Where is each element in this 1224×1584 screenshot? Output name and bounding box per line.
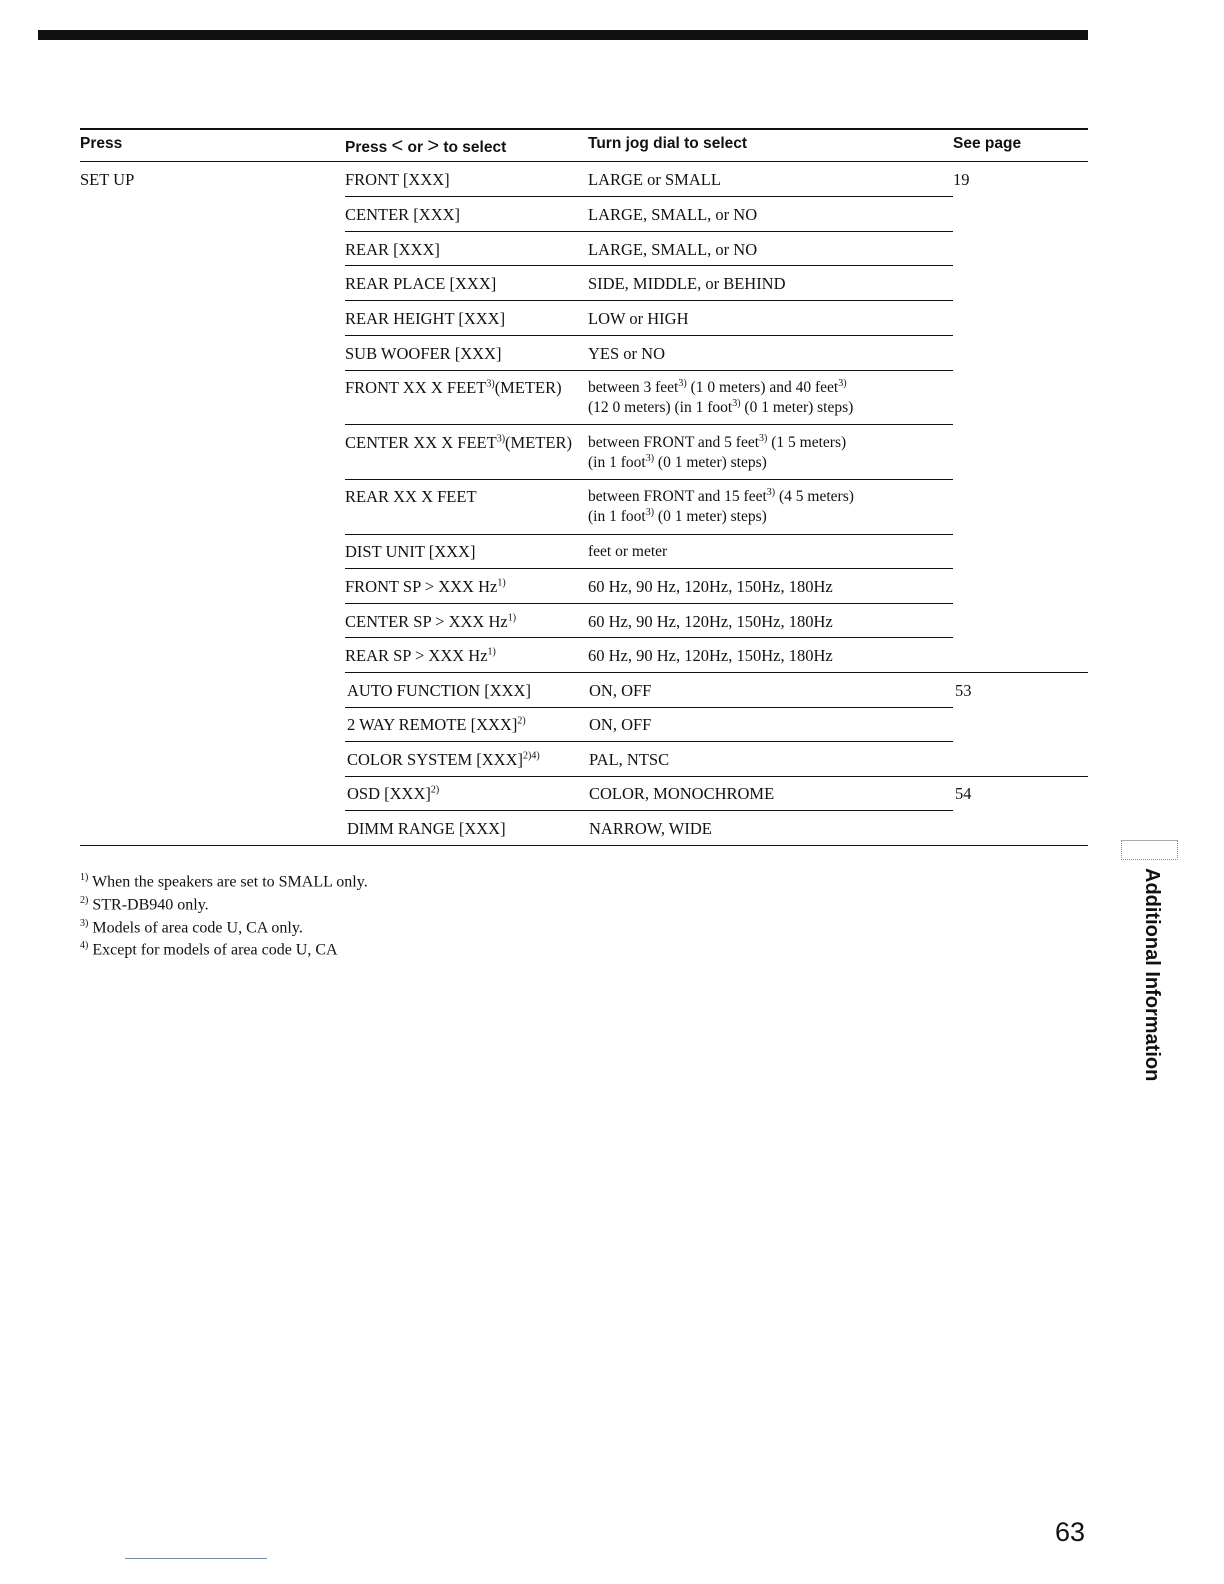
row-divider: [345, 300, 953, 301]
row-divider: [345, 741, 953, 742]
row-divider: [345, 265, 953, 266]
row-jog: LOW or HIGH: [588, 309, 689, 328]
row-divider: [345, 370, 953, 371]
row-jog: PAL, NTSC: [589, 750, 670, 769]
footnote: $^{2)}$ STR-DB940 only.: [80, 895, 209, 914]
row-divider: [345, 534, 953, 535]
row-select: CENTER [XXX]: [345, 205, 461, 224]
row-jog: LARGE, SMALL, or NO: [588, 240, 758, 259]
row-divider: [345, 479, 953, 480]
row-jog: LARGE, SMALL, or NO: [588, 205, 758, 224]
row-select: REAR HEIGHT [XXX]: [345, 309, 506, 328]
row-divider: [345, 196, 953, 197]
table-top-rule: [80, 128, 1088, 130]
footnote: $^{3)}$ Models of area code U, CA only.: [80, 918, 303, 937]
row-divider: [345, 424, 953, 425]
row-divider: [345, 231, 953, 232]
table-bottom-rule: [80, 845, 1088, 846]
row-divider: [345, 637, 953, 638]
row-jog: between FRONT and 15 feet$^{3)}$ (4 5 meters) (in 1 foot$^{3)}$ (0 1 meter) steps): [588, 486, 854, 525]
row-divider: [345, 707, 953, 708]
row-select: FRONT XX X FEET$^{3)}$(METER): [345, 378, 562, 397]
footnote: $^{4)}$ Except for models of area code U, CA: [80, 940, 338, 959]
header-bottom-rule: [80, 161, 1088, 162]
row-select: CENTER XX X FEET$^{3)}$(METER): [345, 433, 572, 452]
side-tab-marker: [1121, 840, 1178, 860]
header-press: Press: [80, 135, 123, 152]
side-tab-label: Additional Information: [1141, 868, 1163, 1082]
top-rule-bar: [38, 30, 1088, 40]
row-divider: [345, 335, 953, 336]
footnote: $^{1)}$ When the speakers are set to SMALL only.: [80, 872, 368, 891]
row-jog: NARROW, WIDE: [589, 819, 712, 838]
row-select: CENTER SP > XXX Hz$^{1)}$: [345, 612, 517, 631]
row-select: COLOR SYSTEM [XXX]$^{2)4)}$: [347, 750, 540, 769]
row-jog: 60 Hz, 90 Hz, 120Hz, 150Hz, 180Hz: [588, 612, 833, 631]
header-select: Press < or > to select: [345, 135, 507, 157]
row-select: OSD [XXX]$^{2)}$: [347, 784, 440, 803]
header-see-page: See page: [953, 135, 1022, 152]
row-divider: [345, 568, 953, 569]
row-select: REAR XX X FEET: [345, 487, 477, 506]
row-select: REAR [XXX]: [345, 240, 440, 259]
row-page: 54: [955, 784, 972, 803]
row-divider: [345, 672, 1088, 673]
row-select: DIST UNIT [XXX]: [345, 542, 476, 561]
row-page: 19: [953, 170, 970, 189]
row-select: 2 WAY REMOTE [XXX]$^{2)}$: [347, 715, 526, 734]
row-select: AUTO FUNCTION [XXX]: [347, 681, 531, 700]
row-jog: 60 Hz, 90 Hz, 120Hz, 150Hz, 180Hz: [588, 646, 833, 665]
row-jog: between FRONT and 5 feet$^{3)}$ (1 5 meters) (in 1 foot$^{3)}$ (0 1 meter) steps): [588, 432, 847, 471]
row-select: FRONT SP > XXX Hz$^{1)}$: [345, 577, 506, 596]
row-jog: 60 Hz, 90 Hz, 120Hz, 150Hz, 180Hz: [588, 577, 833, 596]
row-page: 53: [955, 681, 972, 700]
bottom-link-line: [125, 1558, 267, 1559]
press-value: SET UP: [80, 170, 135, 189]
row-select: DIMM RANGE [XXX]: [347, 819, 506, 838]
header-jog: Turn jog dial to select: [588, 135, 748, 152]
row-select: FRONT [XXX]: [345, 170, 450, 189]
row-select: REAR SP > XXX Hz$^{1)}$: [345, 646, 496, 665]
row-divider: [345, 776, 1088, 777]
row-jog: between 3 feet$^{3)}$ (1 0 meters) and 40 feet$^{3)}$ (12 0 meters) (in 1 foot$^{3)}$ (0 1 meter) steps): [588, 377, 854, 416]
row-jog: YES or NO: [588, 344, 665, 363]
row-jog: feet or meter: [588, 543, 668, 560]
row-jog: ON, OFF: [589, 681, 652, 700]
page-number: 63: [1055, 1517, 1086, 1547]
row-divider: [345, 810, 953, 811]
row-jog: SIDE, MIDDLE, or BEHIND: [588, 274, 786, 293]
row-jog: ON, OFF: [589, 715, 652, 734]
row-select: SUB WOOFER [XXX]: [345, 344, 502, 363]
row-jog: LARGE or SMALL: [588, 170, 721, 189]
row-divider: [345, 603, 953, 604]
row-select: REAR PLACE [XXX]: [345, 274, 497, 293]
row-jog: COLOR, MONOCHROME: [589, 784, 775, 803]
